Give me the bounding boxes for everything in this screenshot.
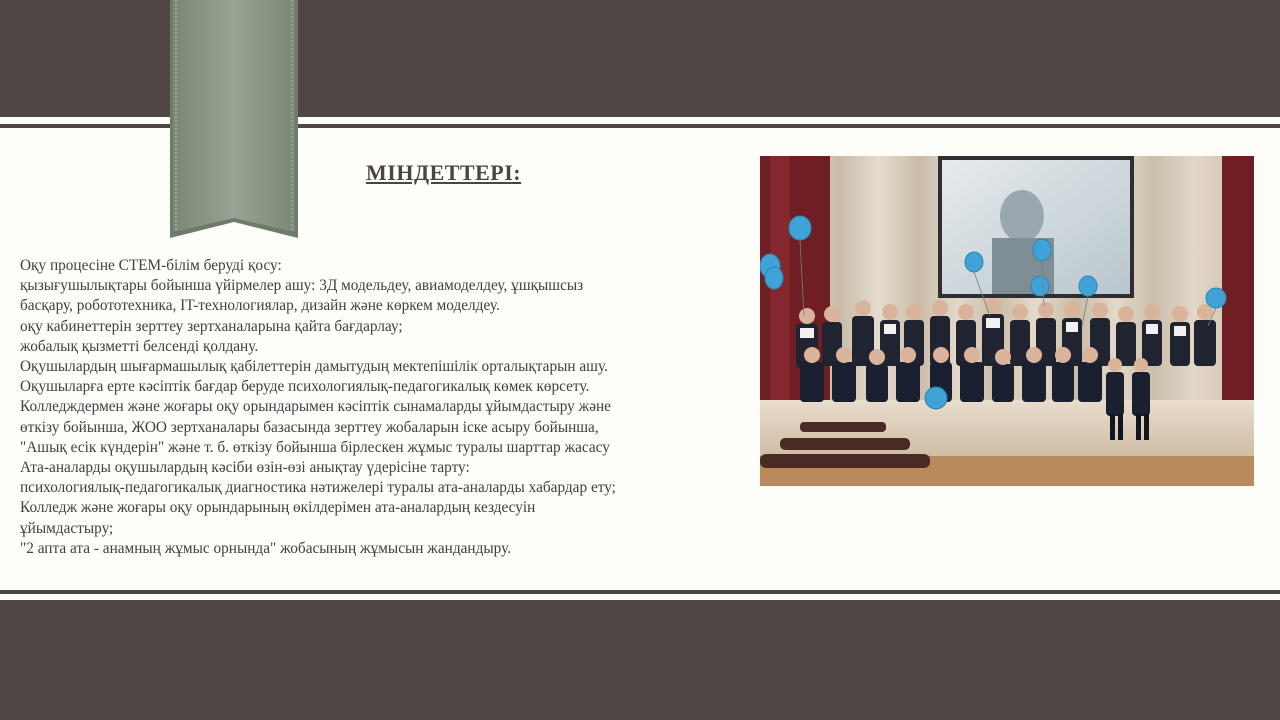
ribbon-bookmark bbox=[170, 0, 298, 238]
text-line: оқу кабинеттерін зерттеу зертханаларына қайта бағдарлау; bbox=[20, 317, 403, 335]
group-photo bbox=[760, 156, 1254, 486]
text-line: Оқушыларға ерте кәсіптік бағдар беруде психологиялық-педагогикалық көмек көрсету. bbox=[20, 378, 590, 396]
text-line: өткізу бойынша, ЖОО зертханалары базасында зерттеу жобаларын іске асыру бойынша, bbox=[20, 418, 599, 436]
text-line: психологиялық-педагогикалық диагностика нәтижелері туралы ата-аналарды хабардар ету; bbox=[20, 479, 616, 497]
text-line: басқару, робототехника, IT-технологиялар, дизайн және көркем моделдеу. bbox=[20, 297, 500, 315]
text-line: қызығушылықтары бойынша үйірмелер ашу: 3Д модельдеу, авиамоделдеу, ұшқышсыз bbox=[20, 277, 584, 295]
text-line: "2 апта ата - анамның жұмыс орнында" жобасының жұмысын жандандыру. bbox=[20, 539, 512, 557]
text-line: Колледждермен және жоғары оқу орындарымен кәсіптік сынамаларды ұйымдастыру және bbox=[20, 398, 611, 416]
text-line: "Ашық есік күндерін" және т. б. өткізу бойынша бірлескен жұмыс туралы шарттар жасасу bbox=[20, 438, 610, 456]
text-line: жобалық қызметті белсенді қолдану. bbox=[20, 337, 259, 355]
slide-title: МІНДЕТТЕРІ: bbox=[366, 160, 522, 185]
bottom-band bbox=[0, 606, 1280, 720]
bottom-rule-thin bbox=[0, 590, 1280, 594]
tasks-text bbox=[20, 256, 760, 559]
text-line: ұйымдастыру; bbox=[20, 519, 114, 537]
text-line: Оқушылардың шығармашылық қабілеттерін дамытудың мектепішілік орталықтарын ашу. bbox=[20, 358, 608, 376]
text-line: Оқу процесіне СТЕМ-білім беруді қосу: bbox=[20, 257, 282, 274]
text-line: Колледж және жоғары оқу орындарының өкілдерімен ата-аналардың кездесуін bbox=[20, 499, 536, 517]
text-line: Ата-аналарды оқушылардың кәсіби өзін-өзі анықтау үдерісіне тарту: bbox=[20, 459, 470, 477]
